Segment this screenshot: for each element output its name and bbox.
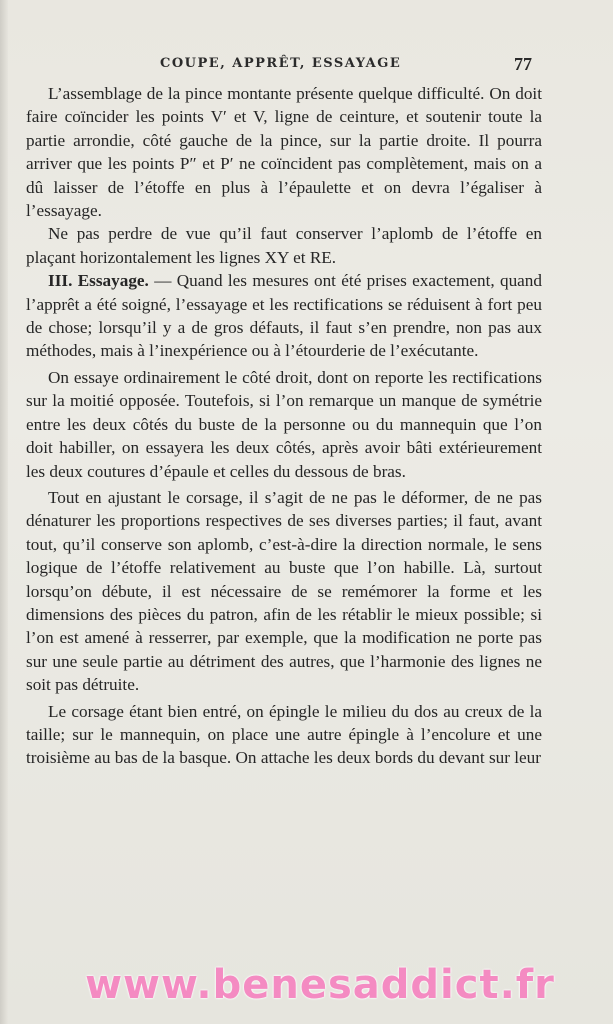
- paragraph-corsage: Tout en ajustant le corsage, il s’agit de ne pas le déformer, de ne pas dénaturer les proportions respectives de ses diverses parties; il faut, avant tout, qu’il conserve son aplomb, c’est-à-dire la direction normale, le sens logique de l’étoffe relativement au buste que l’on habille. Là, surtout lorsqu’on débute, il est nécessaire de se remémorer la forme et les dimensions des pièces du patron, afin de les rétablir le mieux possible; si l’on est amené à resserrer, par exemple, que la modification ne porte pas sur une seule partie au détriment des autres, que l’harmonie des lignes ne soit pas détruite.: [26, 487, 542, 695]
- paragraph-essayage: [26, 269, 542, 363]
- running-header: [0, 54, 613, 78]
- paragraph-cote-droit: On essaye ordinairement le côté droit, dont on reporte les rectifications sur la moitié opposée. Toutefois, si l’on remarque un manque de symétrie entre les deux côtés du buste de la personne ou du mannequin que l’on doit habiller, on essayera les deux côtés, après avoir bâti extérieurement les deux coutures d’épaule et celles du dessous de bras.: [26, 367, 542, 481]
- page-number: 77: [514, 54, 532, 74]
- section-text: — Quand les mesures ont été prises exactement, quand l’apprêt a été soigné, l’essayage et les rectifications se réduisent à fort peu de chose; lorsqu’il y a de gros défauts, il faut s’en prendre, non pas aux méthodes, mais à l’inexpérience ou à l’étourderie de l’exécutante.: [26, 271, 542, 361]
- header-title: COUPE, APPRÊT, ESSAYAGE: [160, 56, 402, 71]
- watermark: www.benesaddict.fr: [85, 962, 555, 1008]
- paragraph-pince: L’assemblage de la pince montante présente quelque difficulté. On doit faire coïncider les points V′ et V, ligne de ceinture, et soutenir toute la partie arrondie, côté gauche de la pince, sur la partie droite. Il pourra arriver que les points P″ et P′ ne coïncident pas complètement, mais on a dû laisser de l’étoffe en plus à l’épaulette et on devra l’égaliser à l’essayage.: [26, 84, 542, 221]
- page-edge: [0, 0, 8, 1024]
- paragraph-epingle: Le corsage étant bien entré, on épingle le milieu du dos au creux de la taille; sur le mannequin, on place une autre épingle à l’encolure et une troisième au bas de la basque. On attache les deux bords du devant sur leur: [26, 701, 542, 768]
- body-text: [26, 82, 542, 770]
- section-heading: III. Essayage.: [48, 271, 149, 291]
- paragraph-aplomb: Ne pas perdre de vue qu’il faut conserver l’aplomb de l’étoffe en plaçant horizontalement les lignes XY et RE.: [26, 224, 542, 267]
